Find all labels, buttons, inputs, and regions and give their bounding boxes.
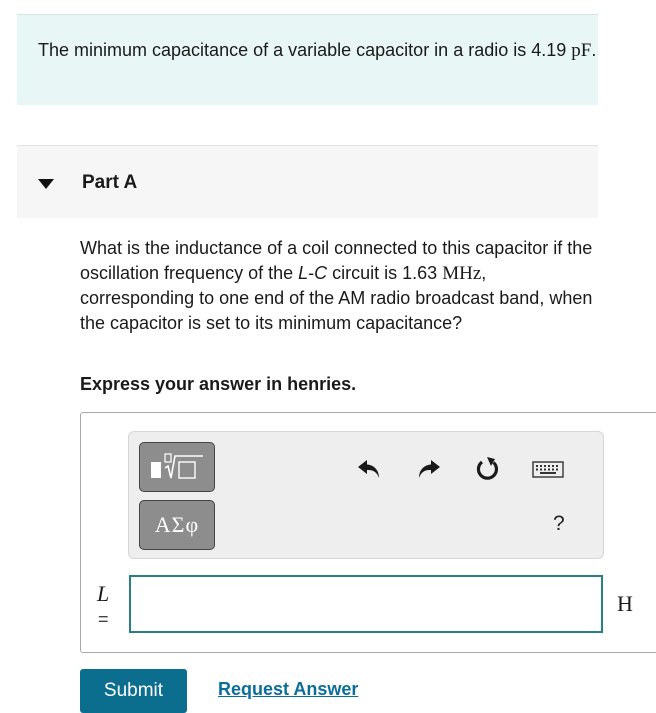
question-text: What is the inductance of a coil connected to this capacitor if the oscillation frequency of the L-C circuit is 1.63 MHz, corresponding to one end of the AM radio broadcast band, when the capacitor is set to its minimum capacitance? (80, 238, 593, 333)
problem-intro (17, 14, 598, 105)
help-button[interactable]: ? (553, 512, 565, 535)
answer-instruction: Express your answer in henries. (80, 374, 357, 394)
templates-button[interactable] (139, 442, 215, 492)
intro-unit: pF (571, 40, 592, 61)
answer-variable-label: L (97, 581, 110, 606)
intro-period: . (591, 40, 597, 60)
keyboard-icon[interactable] (531, 454, 565, 484)
part-a-header[interactable] (17, 145, 598, 218)
intro-text: The minimum capacitance of a variable capacitor in a radio is 4.19 (38, 40, 572, 60)
reset-icon[interactable] (473, 454, 503, 484)
collapse-caret-icon[interactable] (38, 179, 54, 189)
part-title: Part A (82, 172, 138, 193)
submit-button[interactable]: Submit (80, 669, 187, 713)
answer-equals-sign: = (98, 609, 109, 629)
redo-icon[interactable] (413, 454, 443, 484)
answer-unit-label: H (617, 591, 633, 616)
request-answer-link[interactable]: Request Answer (218, 679, 359, 699)
templates-icon (147, 450, 207, 484)
math-toolbar (128, 431, 604, 559)
symbols-button[interactable]: ΑΣφ (139, 500, 215, 550)
answer-input[interactable] (129, 575, 603, 633)
answer-panel (80, 412, 656, 653)
undo-icon[interactable] (355, 454, 385, 484)
